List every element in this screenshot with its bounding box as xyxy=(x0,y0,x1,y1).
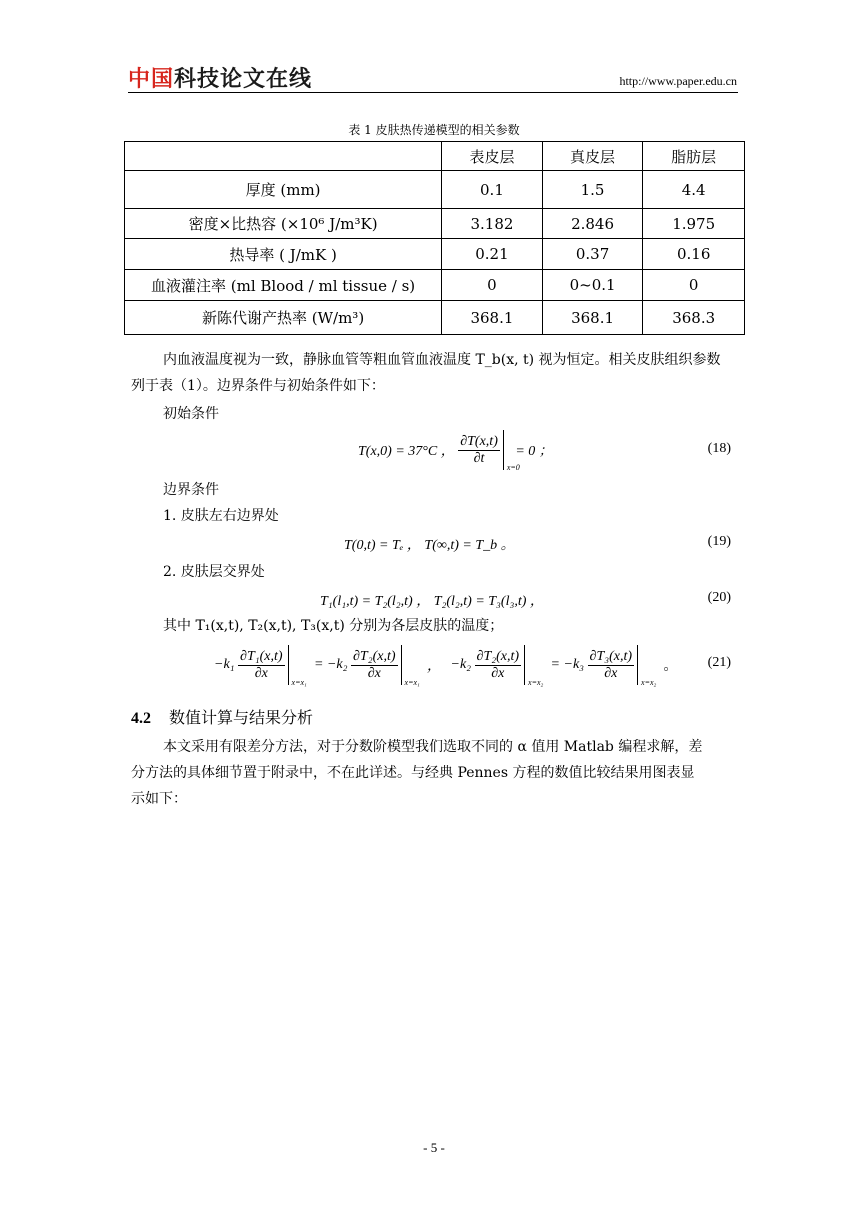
section-heading xyxy=(131,705,313,728)
table-row xyxy=(125,171,745,209)
table-row xyxy=(125,301,745,335)
table-cell: 0.37 xyxy=(542,239,643,270)
table-cell: 0.1 xyxy=(442,171,543,209)
row-label: 新陈代谢产热率 (W/m³) xyxy=(125,301,442,335)
paragraph-line: 示如下： xyxy=(131,791,187,807)
table-cell: 0 xyxy=(442,270,543,301)
eq18-evaluation-bar xyxy=(503,430,520,472)
equation-number: (19) xyxy=(707,534,731,549)
table-cell: 368.3 xyxy=(643,301,745,335)
table-header-row xyxy=(125,142,745,171)
eq21-fraction xyxy=(351,649,398,682)
table-cell: 0~0.1 xyxy=(542,270,643,301)
eq18-numerator: ∂T(x,t) xyxy=(460,433,498,449)
eq21-subscript: x=x₁ xyxy=(404,678,420,687)
section-title: 数值计算与结果分析 xyxy=(169,708,314,727)
table-header-cell: 真皮层 xyxy=(542,142,643,171)
table-header-cell: 表皮层 xyxy=(442,142,543,171)
eq21-evaluation-bar xyxy=(288,645,307,687)
paragraph-line: 列于表（1）。边界条件与初始条件如下： xyxy=(131,378,385,394)
table-row xyxy=(125,209,745,239)
equation-21 xyxy=(214,645,678,685)
eq21-fraction xyxy=(588,649,635,682)
list-item: 2. 皮肤层交界处 xyxy=(163,564,265,580)
paragraph-line: 内血液温度视为一致，静脉血管等粗血管血液温度 T_b(x, t) 视为恒定。相关皮肤组织参数 xyxy=(163,352,721,368)
table-header-cell: 脂肪层 xyxy=(643,142,745,171)
eq21-denominator: ∂x xyxy=(367,665,381,681)
eq21-k2: −k₂ xyxy=(450,657,472,672)
table-cell: 4.4 xyxy=(643,171,745,209)
equation-19: T(0,t) = Tₑ ， T(∞,t) = T_b 。 xyxy=(344,538,515,553)
eq21-evaluation-bar xyxy=(401,645,420,687)
row-label: 热导率 ( J/mK ) xyxy=(125,239,442,270)
table-caption: 表 1 皮肤热传递模型的相关参数 xyxy=(348,123,520,137)
table-header-cell xyxy=(125,142,442,171)
site-logo xyxy=(128,62,312,93)
paragraph-line: 本文采用有限差分方法，对于分数阶模型我们选取不同的 α 值用 Matlab 编程求解，差 xyxy=(163,739,703,755)
eq21-fraction xyxy=(238,649,285,682)
eq18-left: T(x,0) = 37°C ， xyxy=(358,444,455,459)
list-item: 1. 皮肤左右边界处 xyxy=(163,508,279,524)
equation-18 xyxy=(358,430,553,470)
eq18-fraction xyxy=(458,434,500,467)
table-cell: 1.5 xyxy=(542,171,643,209)
eq18-right: = 0 ； xyxy=(515,444,553,459)
table-cell: 0 xyxy=(643,270,745,301)
eq21-numerator: ∂T₂(x,t) xyxy=(353,648,396,664)
header-rule xyxy=(128,92,738,93)
paragraph-line: 其中 T₁(x,t), T₂(x,t), T₃(x,t) 分别为各层皮肤的温度； xyxy=(163,618,504,634)
logo-red-text: 中国 xyxy=(128,67,175,92)
eq21-evaluation-bar xyxy=(637,645,657,687)
boundary-conditions-label: 边界条件 xyxy=(163,482,219,498)
equation-number: (20) xyxy=(707,590,731,605)
paragraph-line: 分方法的具体细节置于附录中，不在此详述。与经典 Pennes 方程的数值比较结果用图表显 xyxy=(131,765,695,781)
eq21-denominator: ∂x xyxy=(491,665,505,681)
table-cell: 2.846 xyxy=(542,209,643,239)
eq21-subscript: x=x₂ xyxy=(528,678,544,687)
eq21-k1: −k₁ xyxy=(214,657,235,672)
page-number: - 5 - xyxy=(423,1140,445,1155)
eq18-denominator: ∂t xyxy=(473,450,485,466)
eq21-denominator: ∂x xyxy=(604,665,618,681)
eq21-k3: = −k₃ xyxy=(550,657,585,672)
eq21-fraction xyxy=(475,649,522,682)
equation-number: (18) xyxy=(707,441,731,456)
table-cell: 0.21 xyxy=(442,239,543,270)
eq21-evaluation-bar xyxy=(524,645,544,687)
eq21-k2: = −k₂ xyxy=(314,657,348,672)
table-row xyxy=(125,239,745,270)
table-cell: 0.16 xyxy=(643,239,745,270)
eq21-subscript: x=x₁ xyxy=(291,678,307,687)
eq21-subscript: x=x₂ xyxy=(641,678,657,687)
table-cell: 3.182 xyxy=(442,209,543,239)
initial-conditions-label: 初始条件 xyxy=(163,406,219,422)
eq18-subscript: x=0 xyxy=(506,463,520,472)
row-label: 血液灌注率 (ml Blood / ml tissue / s) xyxy=(125,270,442,301)
table-row xyxy=(125,270,745,301)
eq21-numerator: ∂T₃(x,t) xyxy=(589,648,633,664)
eq21-separator: ， xyxy=(427,659,442,674)
header-url[interactable]: http://www.paper.edu.cn xyxy=(619,74,737,88)
eq21-numerator: ∂T₂(x,t) xyxy=(476,648,520,664)
equation-20: T₁(l₁,t) = T₂(l₂,t) ， T₂(l₂,t) = T₃(l₃,t) ， xyxy=(320,594,544,609)
table-cell: 368.1 xyxy=(442,301,543,335)
table-cell: 368.1 xyxy=(542,301,643,335)
row-label: 密度×比热容 (×10⁶ J/m³K) xyxy=(125,209,442,239)
eq21-numerator: ∂T₁(x,t) xyxy=(240,648,283,664)
equation-number: (21) xyxy=(707,655,731,670)
parameters-table xyxy=(124,141,745,335)
section-number: 4.2 xyxy=(131,710,151,727)
row-label: 厚度 (mm) xyxy=(125,171,442,209)
table-cell: 1.975 xyxy=(643,209,745,239)
logo-dark-text: 科技论文在线 xyxy=(174,67,313,92)
eq21-end: 。 xyxy=(663,659,678,674)
eq21-denominator: ∂x xyxy=(254,665,268,681)
